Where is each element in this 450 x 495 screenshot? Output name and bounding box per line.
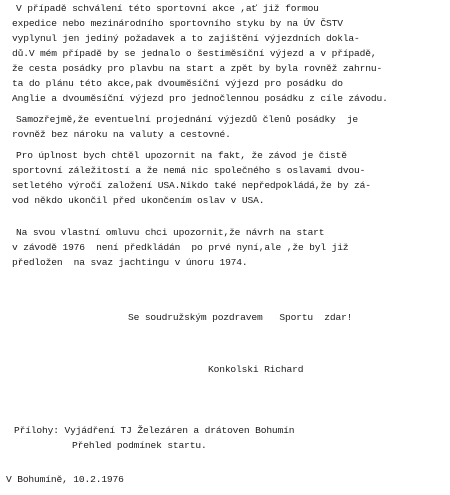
p1-line-7: Anglie a dvouměsíční výjezd pro jednočlennou posádku z cíle závodu. [12, 93, 388, 104]
p1-line-3: vyplynul jen jediný požadavek a to zajištění výjezdních dokla- [12, 33, 360, 44]
place-and-date: V Bohumíně, 10.2.1976 [6, 474, 124, 485]
p1-line-1: V případě schválení této sportovní akce ,ať již formou [16, 3, 319, 14]
p4-line-1: Na svou vlastní omluvu chci upozornit,že návrh na start [16, 227, 325, 238]
p1-line-2: expedice nebo mezinárodního sportovního styku by na ÚV ČSTV [12, 18, 343, 29]
p2-line-2: rovněž bez nároku na valuty a cestovné. [12, 129, 231, 140]
attachments-line-2: Přehled podmínek startu. [72, 440, 207, 451]
p4-line-3: předložen na svaz jachtingu v únoru 1974. [12, 257, 248, 268]
p1-line-4: dů.V mém případě by se jednalo o šestiměsíční výjezd a v případě, [12, 48, 377, 59]
p3-line-3: setletého výročí založení USA.Nikdo také nepředpokládá,že by zá- [12, 180, 371, 191]
p4-line-2: v závodě 1976 není předkládán po prvé nyní,ale ,že byl již [12, 242, 349, 253]
closing-salutation: Se soudružským pozdravem Sportu zdar! [128, 312, 353, 323]
p3-line-2: sportovní záležitostí a že nemá nic společného s oslavami dvou- [12, 165, 366, 176]
p3-line-4: vod někdo ukončil před ukončením oslav v USA. [12, 195, 265, 206]
signature-name: Konkolski Richard [208, 364, 304, 375]
p3-line-1: Pro úplnost bych chtěl upozornit na fakt, že závod je čistě [16, 150, 347, 161]
p1-line-5: že cesta posádky pro plavbu na start a zpět by byla rovněž zahrnu- [12, 63, 383, 74]
p2-line-1: Samozřejmě,že eventuelní projednání výjezdů členů posádky je [16, 114, 359, 125]
p1-line-6: ta do plánu této akce,pak dvouměsíční výjezd pro posádku do [12, 78, 343, 89]
attachments-line-1: Přílohy: Vyjádření TJ Železáren a drátoven Bohumín [14, 425, 295, 436]
